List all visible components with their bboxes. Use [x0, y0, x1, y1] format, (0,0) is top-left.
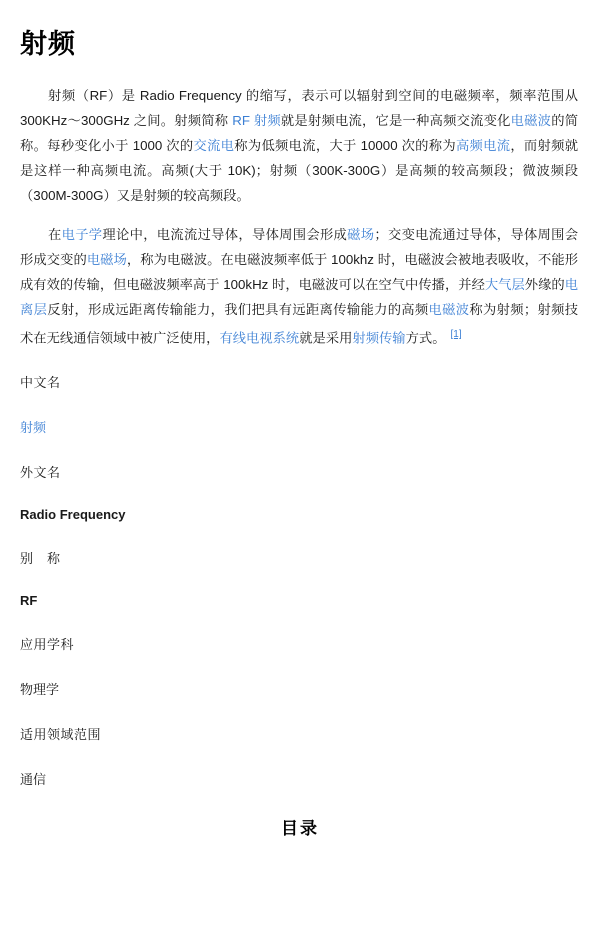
infobox-label: 适用领域范围 [20, 727, 102, 743]
infobox-value[interactable]: 射频 [20, 420, 47, 436]
article-body [10, 83, 590, 350]
inline-link[interactable]: RF [232, 113, 250, 128]
infobox-label: 中文名 [20, 375, 61, 391]
inline-link[interactable]: 有线电视系统 [219, 330, 300, 346]
inline-link[interactable]: 射频传输 [352, 330, 406, 346]
inline-link[interactable]: 电子学 [61, 227, 103, 242]
inline-link[interactable]: 射频 [253, 113, 281, 128]
infobox-entries [20, 372, 580, 788]
page-title: 射频 [20, 29, 76, 59]
inline-link[interactable]: 交流电 [193, 138, 235, 153]
infobox-label: 外文名 [20, 465, 61, 481]
article-page [0, 22, 600, 925]
inline-link[interactable]: 电磁波 [428, 302, 470, 317]
infobox-label: 应用学科 [20, 637, 75, 653]
inline-link[interactable]: 电磁波 [510, 113, 552, 128]
infobox-value: Radio Frequency [20, 507, 126, 523]
paragraph-1: 射频（RF）是 Radio Frequency 的缩写，表示可以辐射到空间的电磁频率，频率范围从 300KHz～300GHz 之间。射频简称 RF 射频就是射频电流，它是一种高频交流变化电磁波的简称。每秒变化小于 1000 次的交流电称为低频电流，大于 10000 次的称为高频电流，而射频就是这样一种高频电流。高频(大于 10K)；射频（300K-300G）是高频的较高频段；微波频段（300M-300G）又是射频的较高频段。 [20, 88, 579, 203]
infobox-value: RF [20, 593, 38, 609]
infobox-value: 物理学 [20, 682, 60, 698]
infobox [10, 372, 590, 788]
inline-link[interactable]: 电磁场 [86, 252, 127, 267]
toc-heading: 目录 [281, 819, 319, 839]
paragraph-2: 在电子学理论中，电流流过导体，导体周围会形成磁场；交变电流通过导体，导体周围会形成交变的电磁场，称为电磁波。在电磁波频率低于 100khz 时，电磁波会被地表吸收，不能形成有效的传输，但电磁波频率高于 100kHz 时，电磁波可以在空气中传播，并经大气层外缘的电离层反射，形成远距离传输能力，我们把具有远距离传输能力的高频电磁波称为射频；射频技术在无线通信领域中被广泛使用，有线电视系统就是采用射频传输方式。 [1] [20, 227, 579, 346]
inline-link[interactable]: 大气层 [484, 277, 525, 292]
infobox-value: 通信 [20, 772, 47, 788]
reference-marker[interactable]: [1] [450, 329, 462, 340]
inline-link[interactable]: 电离层 [20, 277, 579, 317]
inline-link[interactable]: 高频电流 [455, 138, 511, 153]
infobox-label: 别 称 [20, 551, 61, 567]
inline-link[interactable]: 磁场 [347, 227, 375, 242]
